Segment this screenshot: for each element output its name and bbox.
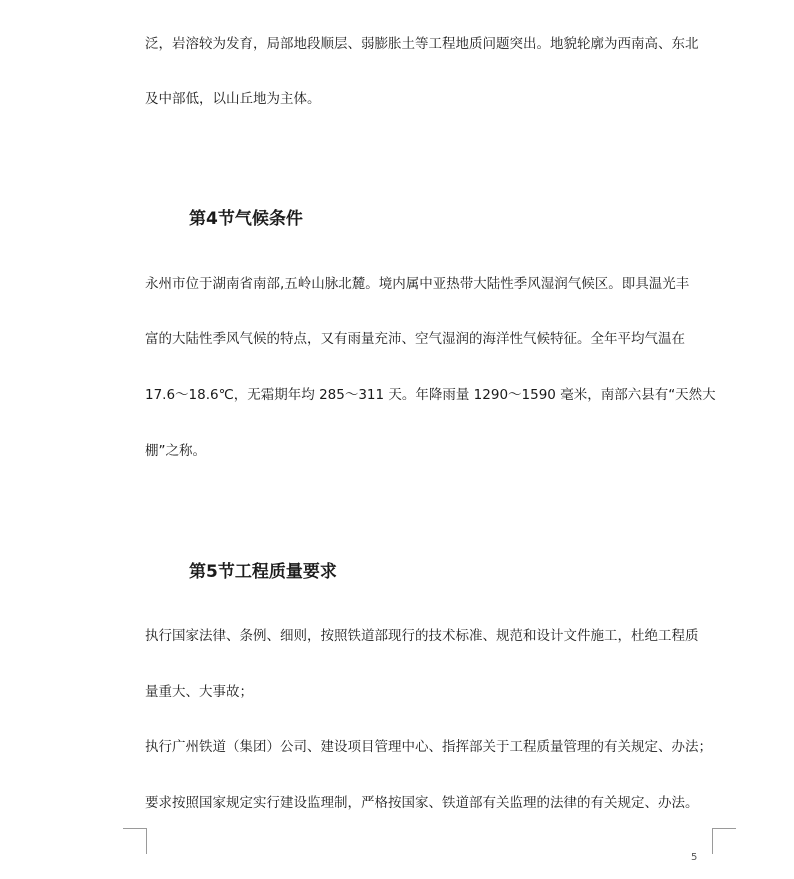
- section-heading: 第5节工程质量要求: [189, 562, 337, 582]
- body-text-line: 泛，岩溶较为发育，局部地段顺层、弱膨胀土等工程地质问题突出。地貌轮廓为西南高、东北: [145, 36, 699, 52]
- body-text-line: 富的大陆性季风气候的特点，又有雨量充沛、空气湿润的海洋性气候特征。全年平均气温在: [145, 331, 685, 347]
- body-text-line: 执行广州铁道（集团）公司、建设项目管理中心、指挥部关于工程质量管理的有关规定、办法；: [145, 739, 712, 755]
- body-text-line: 棚”之称。: [145, 443, 206, 459]
- crop-mark-left: [123, 828, 146, 829]
- crop-mark-left: [146, 828, 147, 854]
- page-number: 5: [691, 852, 698, 863]
- body-text-line: 17.6～18.6℃，无霜期年均 285～311 天。年降雨量 1290～1590 毫米，南部六县有“天然大: [145, 387, 716, 403]
- crop-mark-right: [712, 828, 736, 829]
- body-text-line: 永州市位于湖南省南部,五岭山脉北麓。境内属中亚热带大陆性季风湿润气候区。即具温光丰: [145, 276, 690, 292]
- body-text-line: 及中部低，以山丘地为主体。: [145, 91, 321, 107]
- body-text-line: 执行国家法律、条例、细则，按照铁道部现行的技术标准、规范和设计文件施工，杜绝工程质: [145, 628, 699, 644]
- crop-mark-right: [712, 828, 713, 854]
- body-text-line: 量重大、大事故；: [145, 684, 253, 700]
- body-text-line: 要求按照国家规定实行建设监理制，严格按国家、铁道部有关监理的法律的有关规定、办法。: [145, 795, 699, 811]
- section-heading: 第4节气候条件: [189, 209, 303, 229]
